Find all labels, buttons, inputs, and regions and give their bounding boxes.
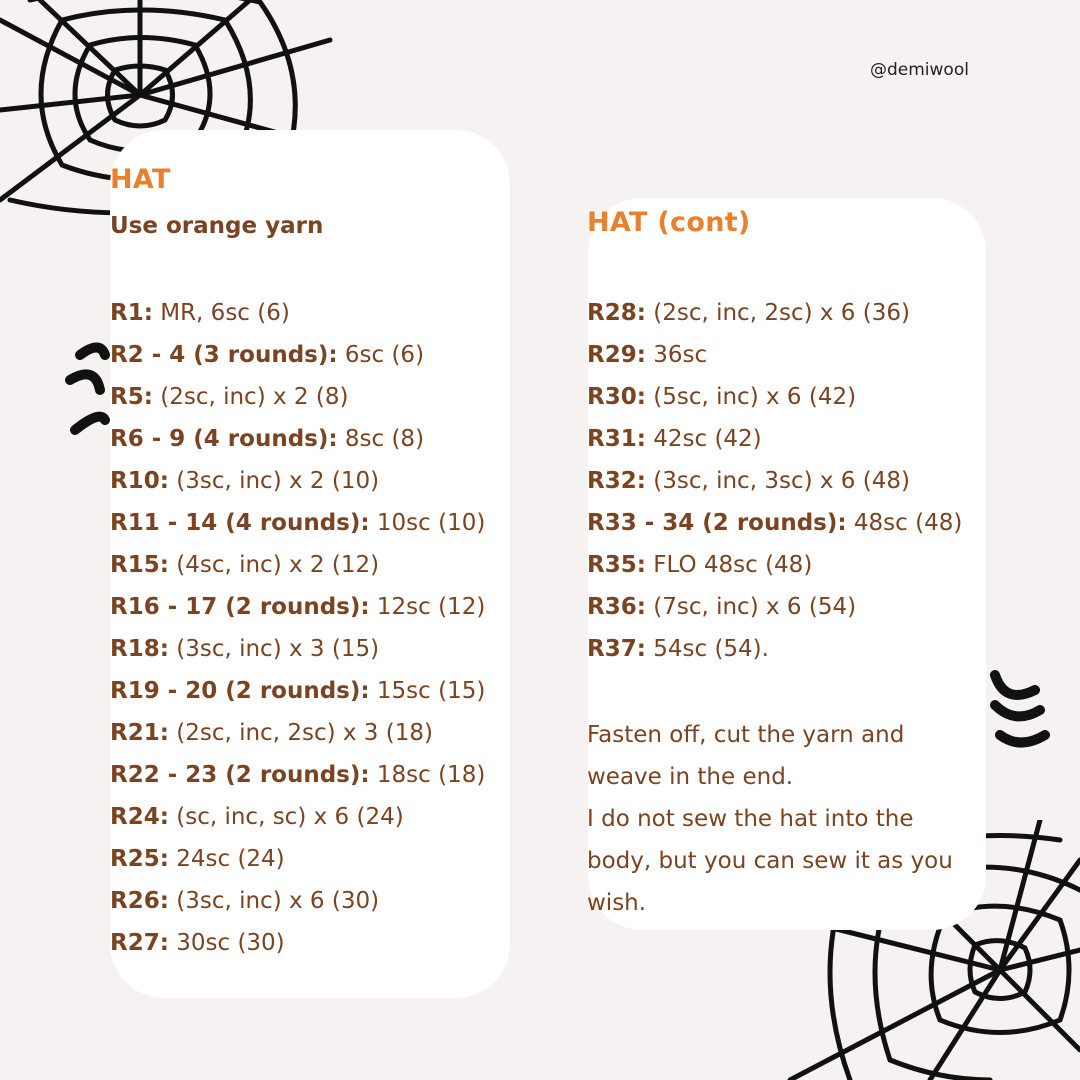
row-label: R10:	[110, 468, 169, 494]
pattern-row	[110, 712, 485, 754]
row-label: R18:	[110, 636, 169, 662]
pattern-row	[110, 418, 485, 460]
row-label: R21:	[110, 720, 169, 746]
row-instruction: (2sc, inc, 2sc) x 6 (36)	[645, 300, 910, 326]
pattern-row	[587, 586, 962, 628]
pattern-row	[110, 586, 485, 628]
row-label: R5:	[110, 384, 153, 410]
row-instruction: 36sc	[645, 342, 708, 368]
row-label: R35:	[587, 552, 646, 578]
row-instruction: (sc, inc, sc) x 6 (24)	[168, 804, 404, 830]
row-instruction: (5sc, inc) x 6 (42)	[645, 384, 857, 410]
pattern-row	[110, 502, 485, 544]
row-label: R29:	[587, 342, 646, 368]
finish-note: Fasten off, cut the yarn and weave in the end.	[587, 722, 905, 790]
pattern-row	[110, 922, 485, 964]
row-label: R26:	[110, 888, 169, 914]
pattern-row	[110, 880, 485, 922]
pattern-row	[587, 418, 962, 460]
right-card-title: HAT (cont)	[587, 207, 751, 238]
row-instruction: FLO 48sc (48)	[645, 552, 813, 578]
row-instruction: 15sc (15)	[369, 678, 486, 704]
row-label: R28:	[587, 300, 646, 326]
left-rows-list	[110, 292, 485, 964]
row-label: R22 - 23 (2 rounds):	[110, 762, 370, 788]
row-label: R25:	[110, 846, 169, 872]
row-label: R30:	[587, 384, 646, 410]
row-label: R37:	[587, 636, 646, 662]
row-label: R2 - 4 (3 rounds):	[110, 342, 338, 368]
pattern-row	[110, 670, 485, 712]
pattern-row	[110, 460, 485, 502]
row-label: R33 - 34 (2 rounds):	[587, 510, 847, 536]
row-instruction: (3sc, inc) x 6 (30)	[168, 888, 380, 914]
pattern-row	[110, 292, 485, 334]
pattern-row	[587, 544, 962, 586]
row-label: R32:	[587, 468, 646, 494]
row-instruction: (3sc, inc) x 2 (10)	[168, 468, 380, 494]
row-instruction: (7sc, inc) x 6 (54)	[645, 594, 857, 620]
pattern-row	[587, 376, 962, 418]
left-card-title: HAT	[110, 164, 171, 195]
row-instruction: (2sc, inc, 2sc) x 3 (18)	[168, 720, 433, 746]
row-label: R31:	[587, 426, 646, 452]
row-label: R24:	[110, 804, 169, 830]
pattern-row	[587, 334, 962, 376]
row-instruction: 6sc (6)	[337, 342, 425, 368]
pattern-row	[110, 376, 485, 418]
row-label: R27:	[110, 930, 169, 956]
row-instruction: (2sc, inc) x 2 (8)	[152, 384, 349, 410]
row-label: R11 - 14 (4 rounds):	[110, 510, 370, 536]
row-instruction: 18sc (18)	[369, 762, 486, 788]
pattern-row	[110, 838, 485, 880]
row-instruction: (3sc, inc) x 3 (15)	[168, 636, 380, 662]
row-instruction: 12sc (12)	[369, 594, 486, 620]
spider-legs-right	[985, 665, 1055, 755]
row-instruction: 8sc (8)	[337, 426, 425, 452]
row-instruction: 54sc (54).	[645, 636, 769, 662]
row-instruction: (4sc, inc) x 2 (12)	[168, 552, 380, 578]
pattern-row	[110, 628, 485, 670]
pattern-row	[587, 460, 962, 502]
row-label: R15:	[110, 552, 169, 578]
row-label: R1:	[110, 300, 153, 326]
pattern-row	[587, 628, 962, 670]
row-instruction: (3sc, inc, 3sc) x 6 (48)	[645, 468, 910, 494]
pattern-row	[110, 544, 485, 586]
pattern-row	[110, 754, 485, 796]
row-instruction: 10sc (10)	[369, 510, 486, 536]
left-card-subtitle: Use orange yarn	[110, 213, 324, 239]
right-rows-list	[587, 292, 962, 670]
row-label: R36:	[587, 594, 646, 620]
row-instruction: MR, 6sc (6)	[152, 300, 290, 326]
row-label: R19 - 20 (2 rounds):	[110, 678, 370, 704]
row-label: R6 - 9 (4 rounds):	[110, 426, 338, 452]
pattern-row	[587, 502, 962, 544]
pattern-row	[587, 292, 962, 334]
pattern-row	[110, 796, 485, 838]
author-handle: @demiwool	[870, 60, 969, 80]
row-instruction: 42sc (42)	[645, 426, 762, 452]
pattern-row	[110, 334, 485, 376]
row-instruction: 48sc (48)	[846, 510, 963, 536]
row-instruction: 30sc (30)	[168, 930, 285, 956]
sewing-note: I do not sew the hat into the body, but you can sew it as you wish.	[587, 806, 953, 916]
row-label: R16 - 17 (2 rounds):	[110, 594, 370, 620]
row-instruction: 24sc (24)	[168, 846, 285, 872]
